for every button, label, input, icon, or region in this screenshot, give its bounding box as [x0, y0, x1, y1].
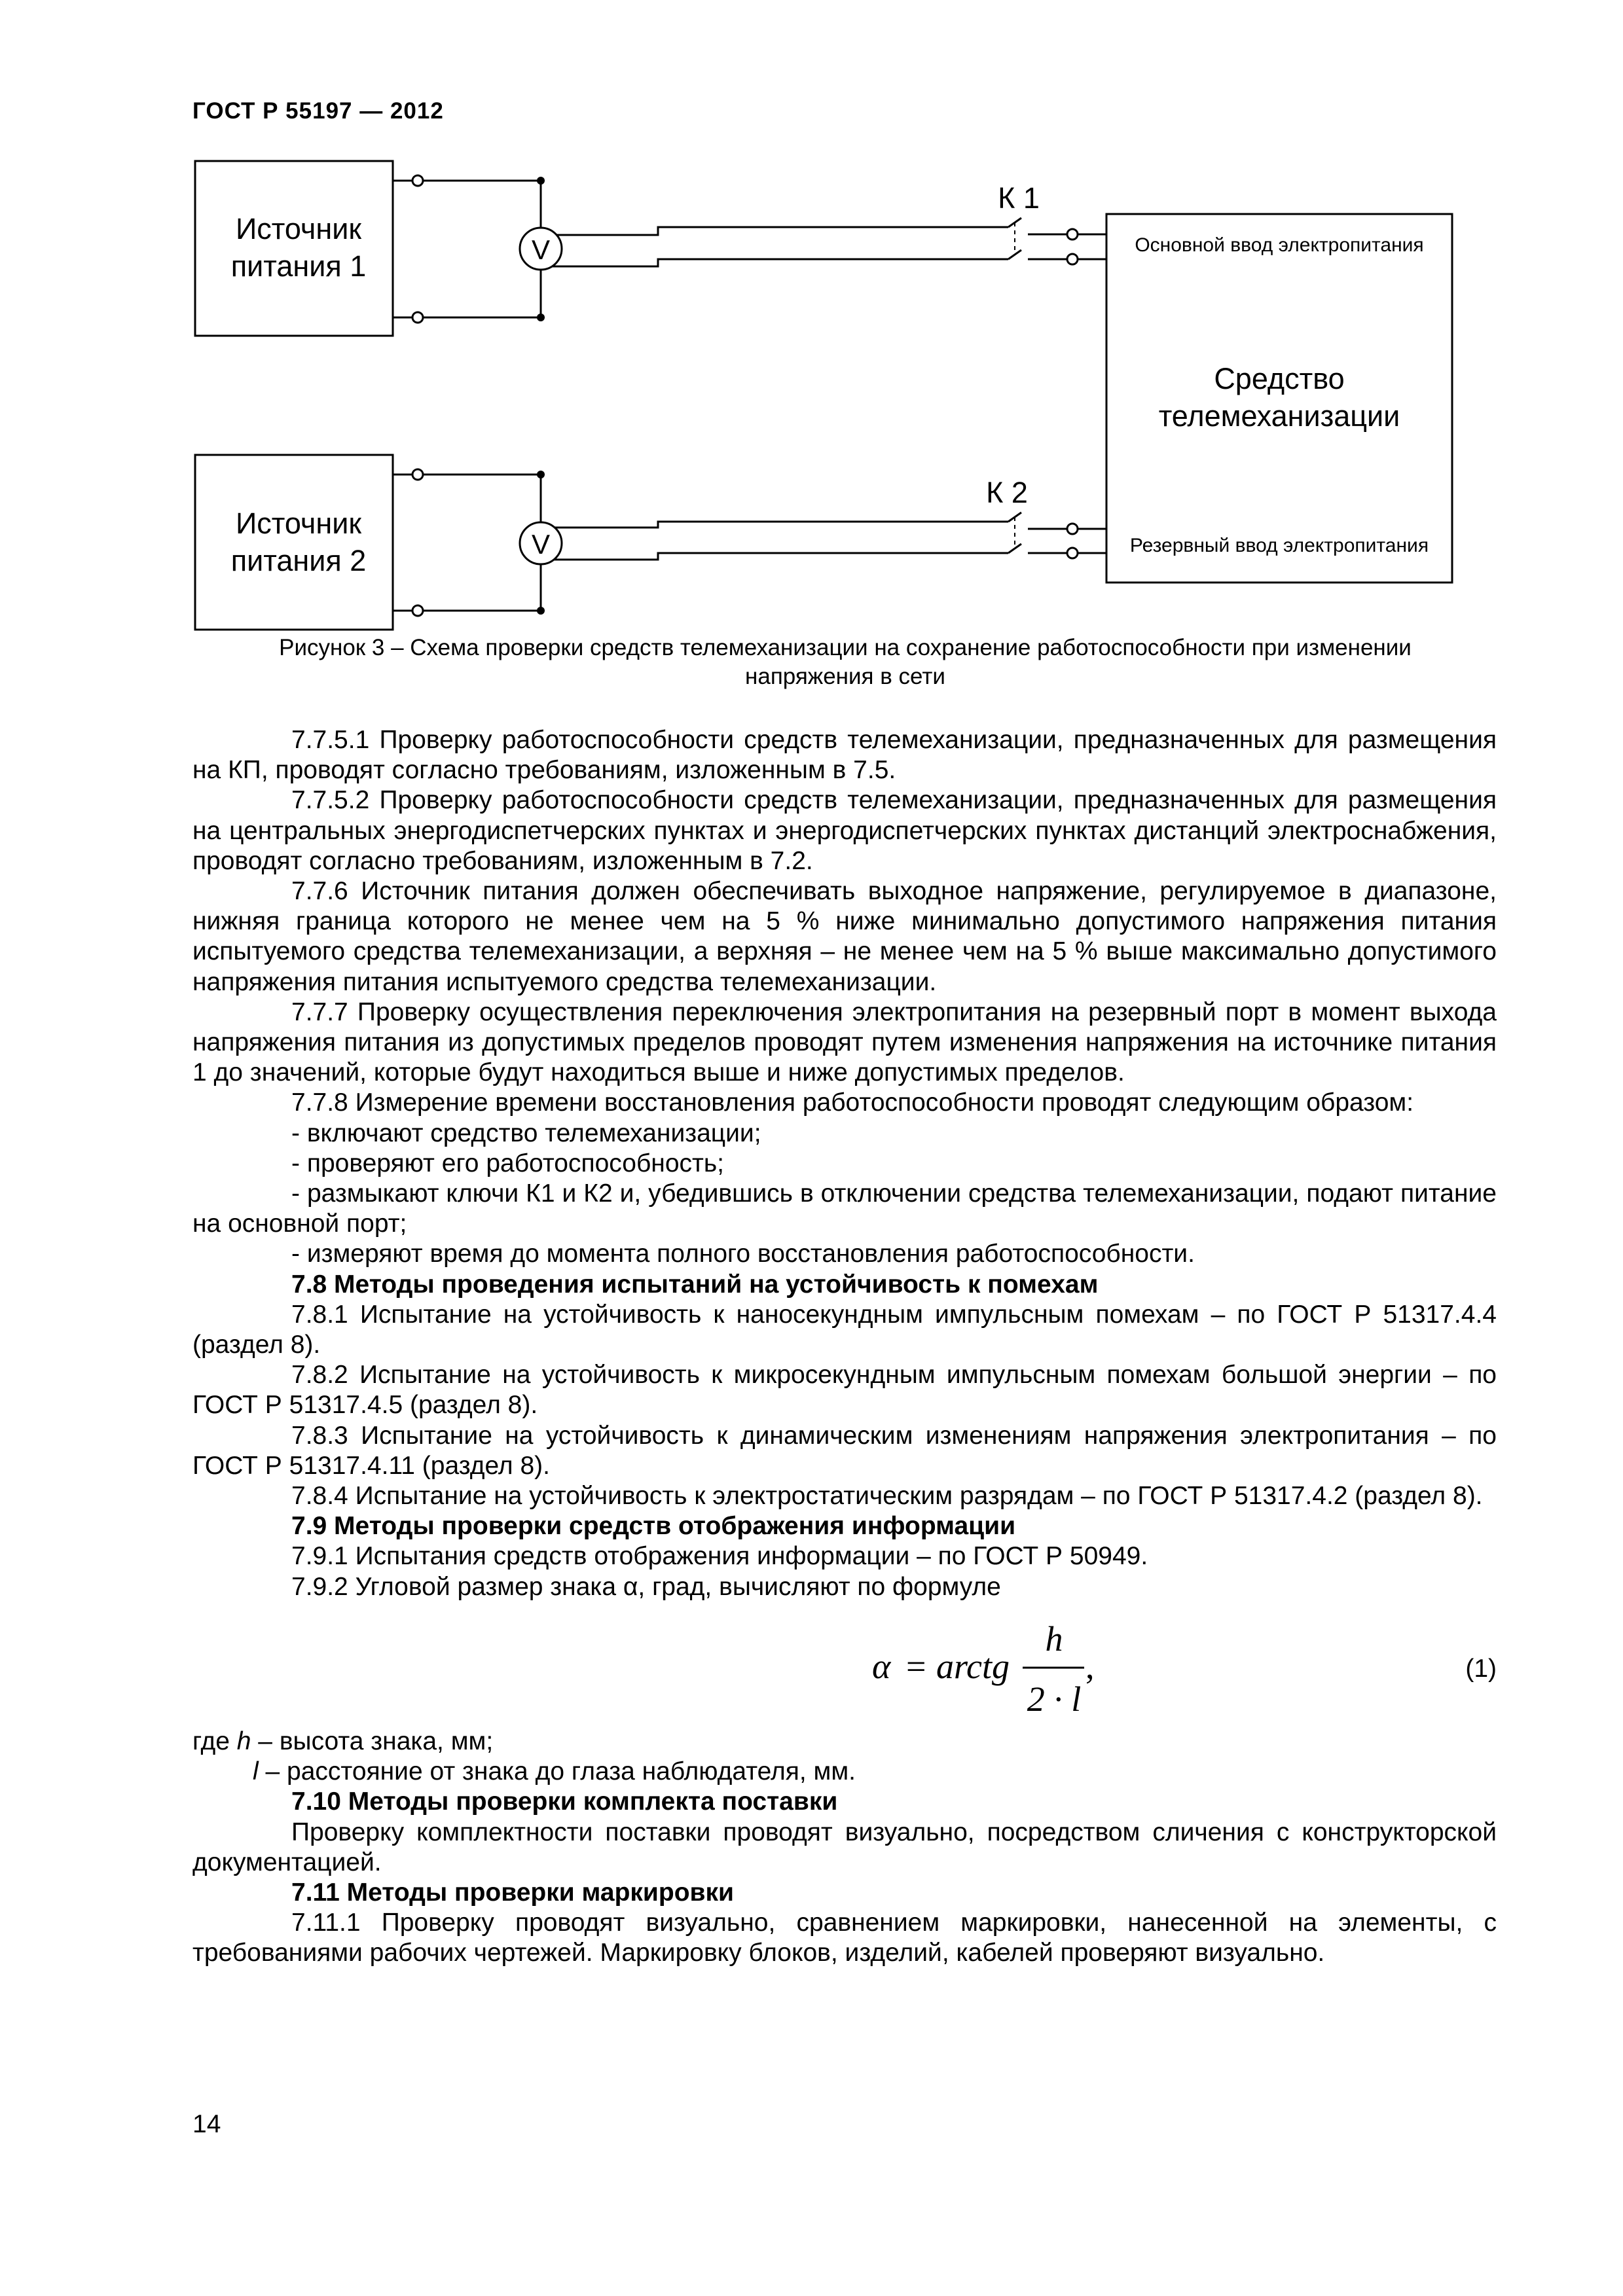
terminal — [1067, 548, 1078, 558]
terminal — [412, 469, 423, 480]
list-item: - измеряют время до момента полного восстановления работоспособности. — [291, 1240, 1195, 1268]
list-item: - включают средство телемеханизации; — [291, 1119, 761, 1147]
device-label-line2: телемеханизации — [1158, 399, 1400, 433]
legend-h-text: – высота знака, мм; — [251, 1727, 494, 1755]
page-number: 14 — [192, 2110, 221, 2138]
formula-comma: , — [1085, 1646, 1095, 1686]
paragraph-7-9-2: 7.9.2 Угловой размер знака α, град, вычисляют по формуле — [291, 1572, 1001, 1601]
legend-h — [192, 1727, 1497, 1757]
circuit-diagram — [0, 0, 1623, 655]
where-word: где — [192, 1727, 230, 1755]
paragraph-7-9-1: 7.9.1 Испытания средств отображения информации – по ГОСТ Р 50949. — [291, 1542, 1148, 1571]
paragraph-7-7-5-1: 7.7.5.1 Проверку работоспособности средств телемеханизации, предназначенных для размещения на КП, проводят согласно требованиям, изложенным в 7.5. — [192, 726, 1497, 785]
formula-alpha: α — [872, 1646, 891, 1686]
formula-number: (1) — [1465, 1654, 1497, 1683]
document-header: ГОСТ Р 55197 — 2012 — [192, 98, 444, 124]
paragraph-7-11-1: 7.11.1 Проверку проводят визуально, сравнением маркировки, нанесенной на элементы, с требованиями рабочих чертежей. Маркировку блоков, изделий, кабелей проверяют визуально. — [192, 1909, 1497, 1967]
section-heading-7-10: 7.10 Методы проверки комплекта поставки — [291, 1787, 838, 1816]
source-2-label-line1: Источник — [235, 507, 362, 540]
source-1-label-line2: питания 1 — [230, 249, 367, 283]
switch-k2-label: К 2 — [986, 476, 1028, 509]
power-source-2-box — [195, 455, 393, 630]
terminal — [1067, 524, 1078, 534]
caption-line-1: Рисунок 3 – Схема проверки средств телемеханизации на сохранение работоспособности при изменении — [279, 635, 1412, 660]
legend-l-text: – расстояние от знака до глаза наблюдателя, мм. — [258, 1757, 856, 1786]
source-2-label-line2: питания 2 — [230, 544, 367, 577]
voltmeter-1-symbol: V — [531, 234, 551, 265]
paragraph-7-7-6: 7.7.6 Источник питания должен обеспечивать выходное напряжение, регулируемое в диапазоне, нижняя граница которого не менее чем на 5 % ниже минимально допустимого напряжения питания испытуемого средства телемеханизации, а верхняя – не менее чем на 5 % выше максимально допустимого напряжения питания испытуемого средства телемеханизации. — [192, 877, 1497, 996]
symbol-h: h — [236, 1727, 251, 1755]
voltmeter-2-symbol: V — [531, 529, 551, 560]
symbol-l: l — [253, 1757, 259, 1786]
body-text — [192, 725, 1497, 1969]
switch-k1-label: К 1 — [998, 181, 1040, 215]
paragraph-7-7-8: 7.7.8 Измерение времени восстановления работоспособности проводят следующим образом: — [291, 1088, 1414, 1117]
device-label-line1: Средство — [1214, 362, 1345, 395]
paragraph-7-8-1: 7.8.1 Испытание на устойчивость к наносекундным импульсным помехам – по ГОСТ Р 51317.4.4 (раздел 8). — [192, 1300, 1497, 1359]
formula-equals: = — [906, 1646, 926, 1686]
source-1-label-line1: Источник — [235, 212, 362, 245]
paragraph-7-8-3: 7.8.3 Испытание на устойчивость к динамическим изменениям напряжения электропитания – по ГОСТ Р 51317.4.11 (раздел 8). — [192, 1421, 1497, 1480]
backup-power-input-label: Резервный ввод электропитания — [1129, 535, 1429, 556]
section-heading-7-8: 7.8 Методы проведения испытаний на устойчивость к помехам — [291, 1270, 1099, 1299]
legend-l — [192, 1757, 1497, 1787]
caption-line-2: напряжения в сети — [745, 664, 945, 689]
paragraph-7-8-2: 7.8.2 Испытание на устойчивость к микросекундным импульсным помехам большой энергии – по ГОСТ Р 51317.4.5 (раздел 8). — [192, 1361, 1497, 1420]
formula-denominator: 2 · l — [1027, 1679, 1082, 1719]
terminal — [1067, 229, 1078, 240]
telemechanics-device-box — [1106, 214, 1452, 583]
section-heading-7-9: 7.9 Методы проверки средств отображения информации — [291, 1512, 1016, 1541]
terminal — [412, 175, 423, 186]
paragraph-7-7-7: 7.7.7 Проверку осуществления переключения электропитания на резервный порт в момент выхода напряжения питания из допустимых пределов проводят путем изменения напряжения на источнике питания 1 до значений, которые будут находиться выше и ниже допустимых пределов. — [192, 997, 1497, 1087]
formula-numerator: h — [1045, 1619, 1063, 1659]
paragraph-7-10: Проверку комплектности поставки проводят визуально, посредством сличения с конструкторской документацией. — [192, 1818, 1497, 1876]
terminal — [412, 605, 423, 616]
terminal — [1067, 254, 1078, 264]
list-item: - размыкают ключи К1 и К2 и, убедившись в отключении средства телемеханизации, подают питание на основной порт; — [192, 1179, 1497, 1238]
main-power-input-label: Основной ввод электропитания — [1135, 234, 1424, 256]
section-heading-7-11: 7.11 Методы проверки маркировки — [291, 1878, 735, 1907]
power-source-1-box — [195, 161, 393, 336]
figure-caption — [192, 634, 1498, 691]
list-item: - проверяют его работоспособность; — [291, 1149, 725, 1177]
terminal — [412, 312, 423, 323]
formula-1 — [192, 1613, 1497, 1724]
paragraph-7-8-4: 7.8.4 Испытание на устойчивость к электростатическим разрядам – по ГОСТ Р 51317.4.2 (раздел 8). — [291, 1482, 1483, 1511]
paragraph-7-7-5-2: 7.7.5.2 Проверку работоспособности средств телемеханизации, предназначенных для размещения на центральных энергодиспетчерских пунктах и энергодиспетчерских пунктах дистанций электроснабжения, проводят согласно требованиям, изложенным в 7.2. — [192, 786, 1497, 875]
formula-function: arctg — [936, 1646, 1010, 1686]
